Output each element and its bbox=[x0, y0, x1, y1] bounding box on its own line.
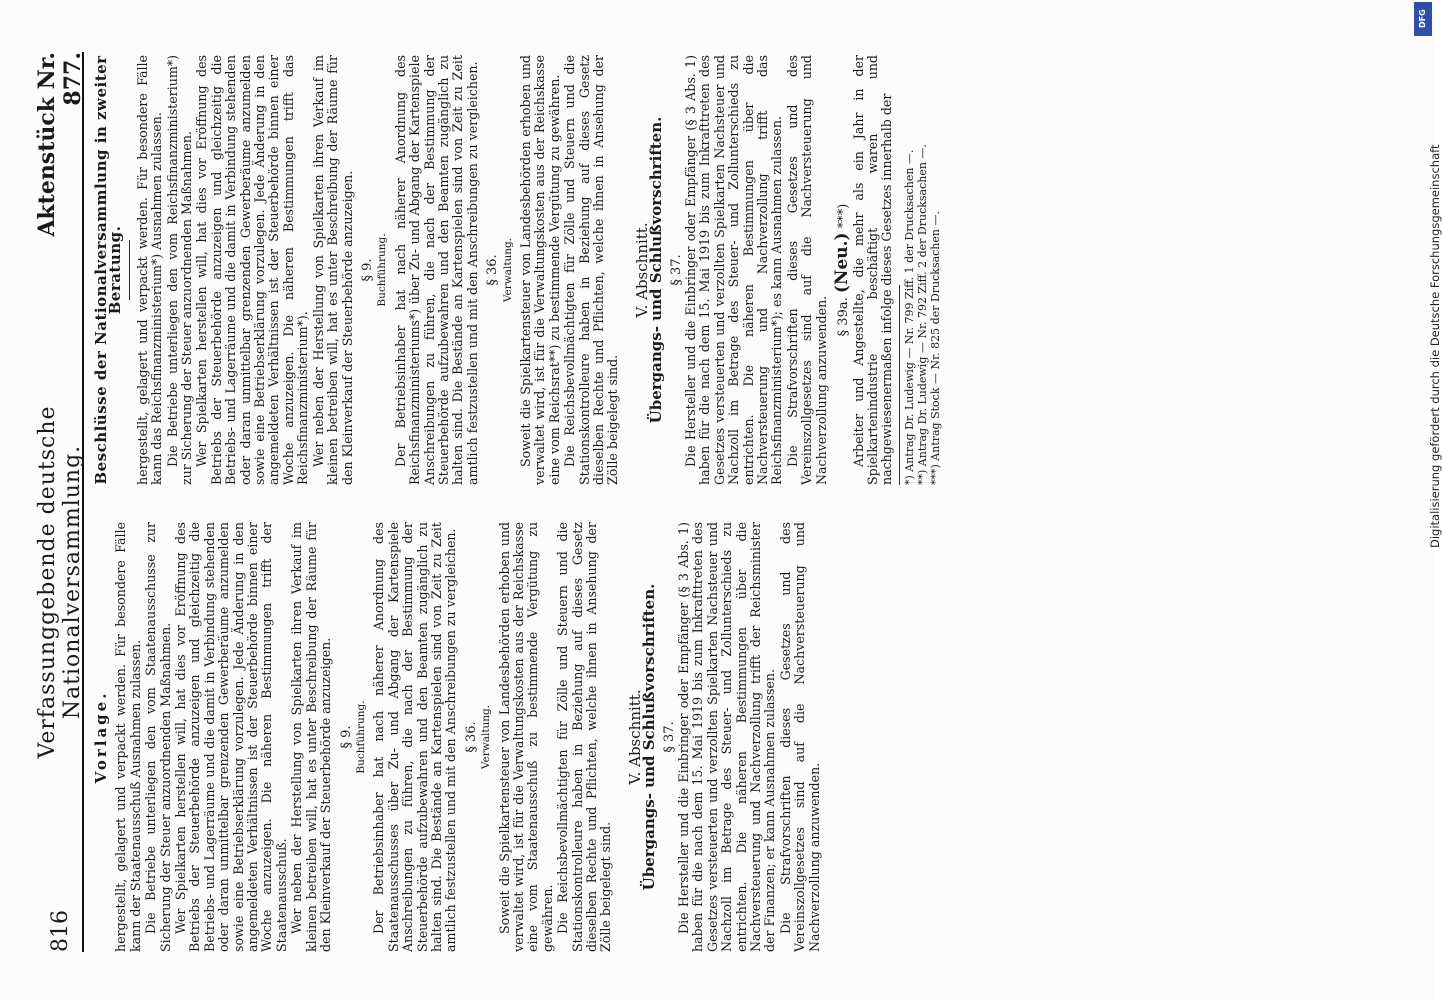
beschluesse-paragraph: Die Betriebe unterliegen den vom Reichsfinanzministerium*) zur Sicherung der Steuer anzuordnenden Maßnahmen. bbox=[164, 55, 195, 485]
footnote: **) Antrag Dr. Ludewig — Nr. 792 Ziff. 2 der Drucksachen —. bbox=[915, 144, 929, 485]
section-37-text: Die Hersteller und die Einbringer oder Empfänger (§ 3 Abs. 1) haben für die nach dem 15. Mai 1919 bis zum Inkrafttreten des Gesetzes versteuerten und verzollten Spielkarten Nachsteuer und Nachzoll im Betrage des Steuer- und Zollunterschieds zu entrichten. Die näheren Bestimmungen über die Nachversteuerung und Nachverzollung trifft der Reichsminister der Finanzen; er kann Ausnahmen zulassen. bbox=[676, 522, 778, 952]
abschnitt-number: V. Abschnitt. bbox=[632, 222, 651, 318]
section-36-number: § 36. bbox=[463, 721, 479, 753]
rotated-document bbox=[0, 30, 1390, 970]
section-36-text: Soweit die Spielkartensteuer von Landesbehörden erhoben und verwaltet wird, ist für die Verwaltungskosten aus der Reichskasse eine vom Reichsrat**) zu bestimmende Vergütung zu gewähren. bbox=[517, 55, 562, 485]
section-9-title: Buchführung. bbox=[354, 700, 367, 774]
abschnitt-title: Übergangs- und Schlußvorschriften. bbox=[640, 583, 659, 891]
section-39a-text: Arbeiter und Angestellte, die mehr als ein Jahr in der Spielkartenindustrie beschäftigt waren und nachgewiesenermaßen infolge dieses Gesetzes innerhalb der bbox=[850, 55, 895, 485]
vorlage-heading: Vorlage. bbox=[92, 690, 110, 784]
beschluesse-paragraph: hergestellt, gelagert und verpackt werden. Für besondere Fälle kann das Reichsfinanzministerium*) Ausnahmen zulassen. bbox=[134, 55, 165, 485]
footnote: *) Antrag Dr. Ludewig — Nr. 799 Ziff. 1 der Drucksachen —. bbox=[902, 149, 916, 485]
section-37-number: § 37. bbox=[661, 721, 677, 753]
footnotes bbox=[899, 144, 942, 485]
section-36-text: Soweit die Spielkartensteuer von Landesbehörden erhoben und verwaltet wird, ist für die Verwaltungskosten aus der Reichskasse eine vom Staatenausschuß zu bestimmende Vergütung zu gewähren. bbox=[496, 522, 555, 952]
page-header bbox=[34, 52, 86, 952]
aktenstueck-number: Aktenstück Nr. 877. bbox=[34, 52, 86, 237]
section-9-number: § 9. bbox=[359, 258, 375, 282]
section-37-number: § 37. bbox=[668, 254, 684, 286]
section-39a-heading bbox=[832, 55, 853, 485]
section-39a-footnote-mark: ***) bbox=[836, 203, 852, 229]
vorlage-column bbox=[88, 522, 1188, 952]
section-9-title: Buchführung. bbox=[376, 233, 389, 307]
document-title: Verfassunggebende deutsche Nationalversammlung. bbox=[35, 405, 85, 759]
section-9-text: Der Betriebsinhaber hat nach näherer Anordnung des Reichsfinanzministeriums*) über Zu- und Abgang der Kartenspiele Anschreibungen zu führen, die nach der Bestimmung der Steuerbehörde aufzubewahren und den Beamten zugänglich zu halten sind. Die Bestände an Kartenspielen sind von Zeit zu Zeit amtlich festzustellen und mit den Anschreibungen zu vergleichen. bbox=[392, 55, 480, 485]
header-rule bbox=[82, 52, 84, 952]
section-36-title: Verwaltung. bbox=[480, 704, 493, 770]
section-36-text: Die Reichsbevollmächtigten für Zölle und Steuern und die Stationskontrolleure haben in Beziehung auf dieses Gesetz dieselben Rechte und Pflichten, welche ihnen in Ansehung der Zölle beigelegt sind. bbox=[555, 522, 614, 952]
section-37-text: Die Hersteller und die Einbringer oder Empfänger (§ 3 Abs. 1) haben für die nach dem 15. Mai 1919 bis zum Inkrafttreten des Gesetzes versteuerten und verzollten Spielkarten Nachsteuer und Nachzoll im Betrage des Steuer- und Zollunterschieds zu entrichten. Die näheren Bestimmungen über die Nachversteuerung und Nachverzollung trifft das Reichsfinanzministerium*); es kann Ausnahmen zulassen. bbox=[683, 55, 785, 485]
beschluesse-paragraph: Wer Spielkarten herstellen will, hat dies vor Eröffnung des Betriebs der Steuerbehörde anzuzeigen und gleichzeitig die Betriebs- und Lagerräume und die damit in Verbindung stehenden oder daran unmittelbar grenzenden Gewerberäume anzumelden sowie eine Betriebserklärung vorzulegen. Jede Änderung in den angemeldeten Verhältnissen ist der Steuerbehörde binnen einer Woche anzuzeigen. Die näheren Bestimmungen trifft das Reichsfinanzministerium*). bbox=[194, 55, 311, 485]
section-39a-neu: (Neu.) bbox=[832, 232, 853, 294]
section-9-text: Der Betriebsinhaber hat nach näherer Anordnung des Staatenausschusses über Zu- und Abgang der Kartenspiele Anschreibungen zu führen, die nach der Bestimmung der Steuerbehörde aufzubewahren und den Beamten zugänglich zu halten sind. Die Bestände an Kartenspielen sind von Zeit zu Zeit amtlich festzustellen und mit den Anschreibungen zu vergleichen. bbox=[371, 522, 459, 952]
section-36-number: § 36. bbox=[485, 254, 501, 286]
abschnitt-title: Übergangs- und Schlußvorschriften. bbox=[647, 116, 666, 424]
footnote: ***) Antrag Stock — Nr. 825 der Drucksachen —. bbox=[928, 211, 942, 485]
section-9-number: § 9. bbox=[338, 725, 354, 749]
vorlage-paragraph: Wer neben der Herstellung von Spielkarten ihren Verkauf im kleinen betreiben will, hat es unter Beschreibung der Räume für den Kleinverkauf der Steuerbehörde anzuzeigen. bbox=[289, 522, 334, 952]
section-37-text: Die Strafvorschriften dieses Gesetzes und des Vereinszollgesetzes sind auf die Nachversteuerung und Nachverzollung anzuwenden. bbox=[784, 55, 829, 485]
heading-rule bbox=[129, 240, 130, 300]
vorlage-paragraph: Wer Spielkarten herstellen will, hat dies vor Eröffnung des Betriebs der Steuerbehörde anzuzeigen und gleichzeitig die Betriebs- und Lagerräume und die damit in Verbindung stehenden oder daran unmittelbar grenzenden Gewerberäume anzumelden sowie eine Betriebserklärung vorzulegen. Jede Änderung in den angemeldeten Verhältnissen ist der Steuerbehörde binnen einer Woche anzuzeigen. Die näheren Bestimmungen trifft der Staatenausschuß. bbox=[173, 522, 289, 952]
section-39a-number: § 39a. bbox=[836, 297, 852, 337]
funding-sidebar bbox=[1412, 8, 1442, 568]
page-number: 816 bbox=[47, 910, 73, 952]
section-37-text: Die Strafvorschriften dieses Gesetzes und des Vereinszollgesetzes sind auf die Nachversteuerung und Nachverzollung anzuwenden. bbox=[777, 522, 822, 952]
beschluesse-column bbox=[88, 55, 1188, 485]
section-36-text: Die Reichsbevollmächtigten für Zölle und Steuern und die Stationskontrolleure haben in Beziehung auf dieses Gesetz dieselben Rechte und Pflichten, welche ihnen in Ansehung der Zölle beigelegt sind. bbox=[562, 55, 621, 485]
dfg-logo: DFG bbox=[1414, 2, 1432, 36]
vorlage-paragraph: hergestellt, gelagert und verpackt werden. Für besondere Fälle kann der Staatenausschuß Ausnahmen zulassen. bbox=[113, 522, 143, 952]
vorlage-paragraph: Die Betriebe unterliegen den vom Staatenausschusse zur Sicherung der Steuer anzuordnenden Maßnahmen. bbox=[143, 522, 173, 952]
abschnitt-number: V. Abschnitt. bbox=[625, 689, 644, 785]
funding-note: Digitalisierung gefördert durch die Deutsche Forschungsgemeinschaft bbox=[1428, 144, 1442, 548]
section-36-title: Verwaltung. bbox=[501, 237, 514, 303]
beschluesse-paragraph: Wer neben der Herstellung von Spielkarten ihren Verkauf im kleinen betreiben will, hat es unter Beschreibung der Räume für den Kleinverkauf der Steuerbehörde anzuzeigen. bbox=[310, 55, 355, 485]
beschluesse-heading: Beschlüsse der Nationalversammlung in zweiter Beratung. bbox=[92, 55, 125, 485]
